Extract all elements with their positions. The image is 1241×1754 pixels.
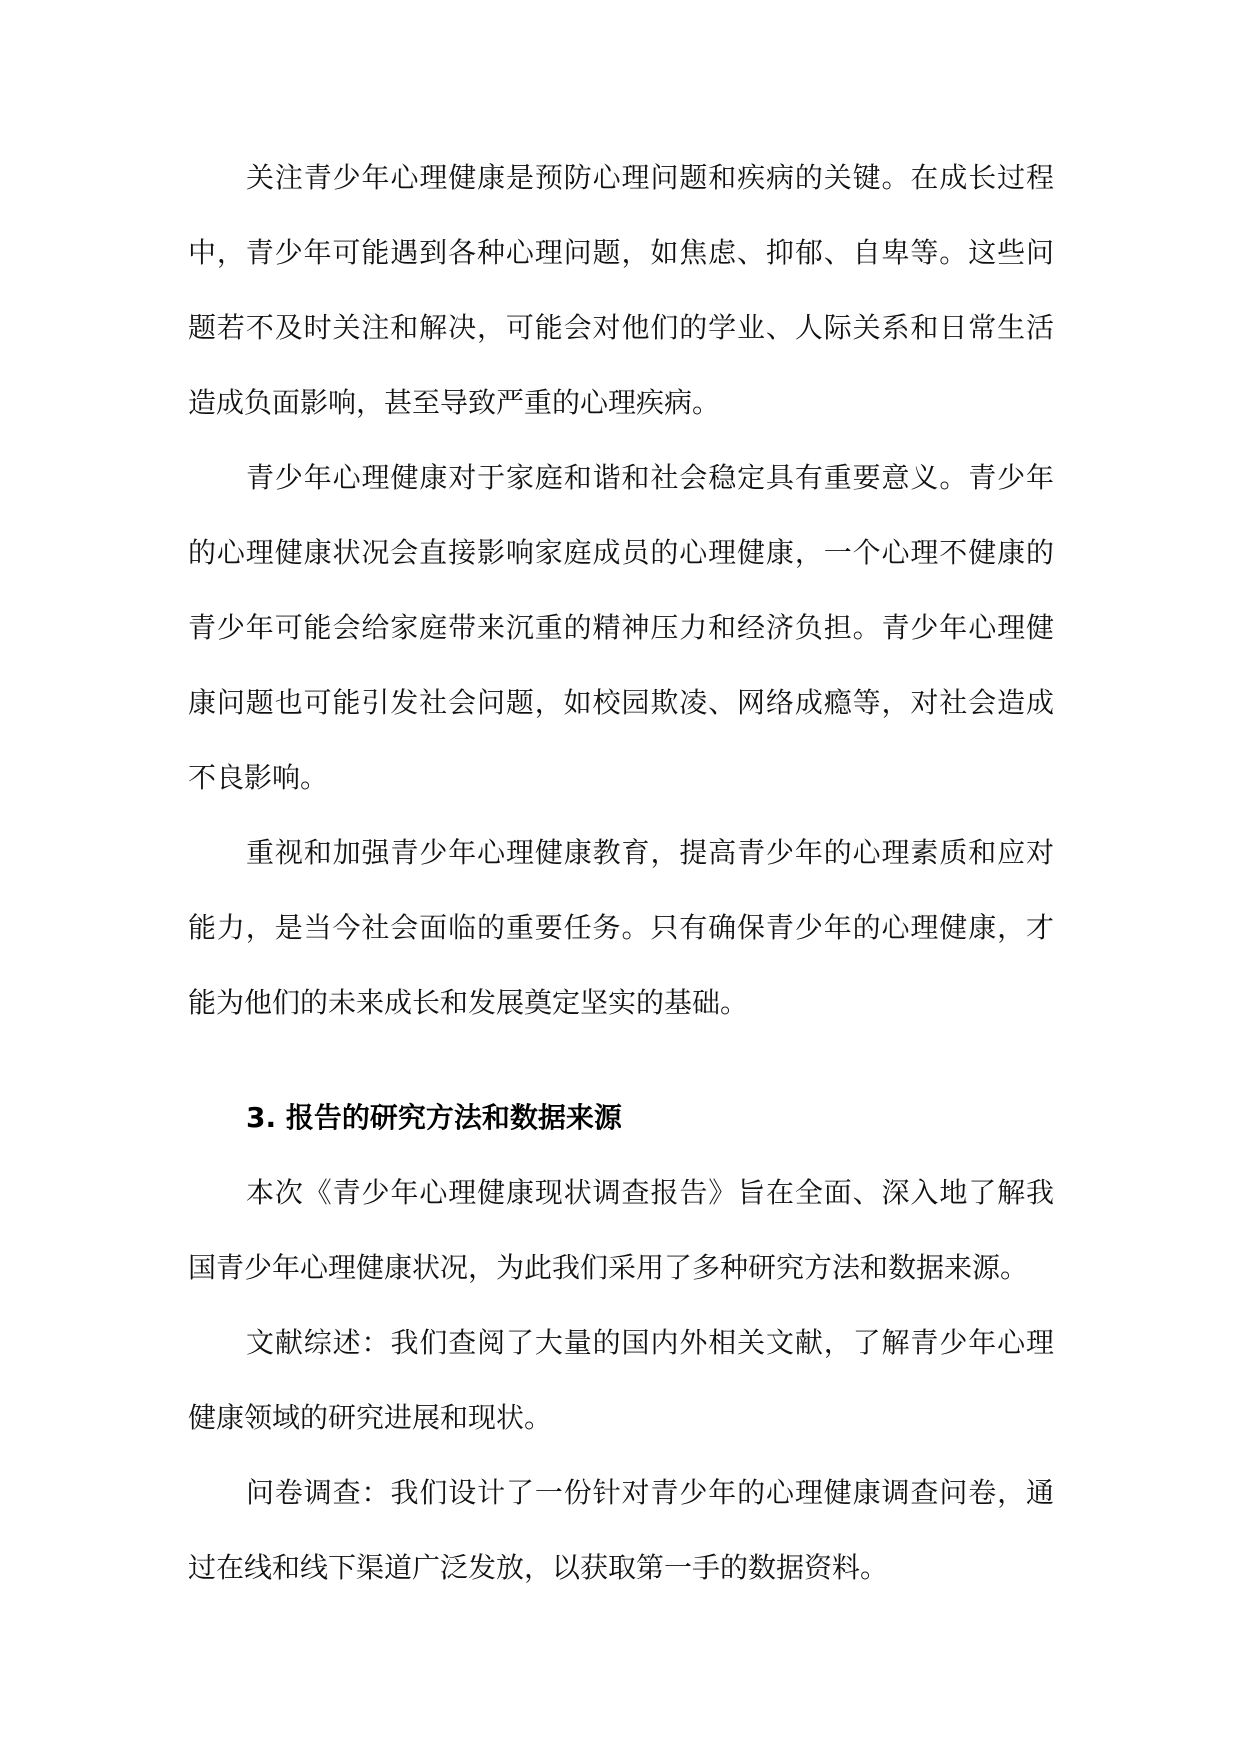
paragraph-family-society: 青少年心理健康对于家庭和谐和社会稳定具有重要意义。青少年的心理健康状况会直接影响家庭成员的心理健康，一个心理不健康的青少年可能会给家庭带来沉重的精神压力和经济负担。青少年心理健康问题也可能引发社会问题，如校园欺凌、网络成瘾等，对社会造成不良影响。 bbox=[188, 461, 1054, 794]
paragraph-prevention: 关注青少年心理健康是预防心理问题和疾病的关键。在成长过程中，青少年可能遇到各种心理问题，如焦虑、抑郁、自卑等。这些问题若不及时关注和解决，可能会对他们的学业、人际关系和日常生活造成负面影响，甚至导致严重的心理疾病。 bbox=[188, 161, 1054, 419]
paragraph-report-intro: 本次《青少年心理健康现状调查报告》旨在全面、深入地了解我国青少年心理健康状况，为此我们采用了多种研究方法和数据来源。 bbox=[188, 1176, 1054, 1284]
section-spacer bbox=[188, 1040, 1054, 1080]
document-body bbox=[188, 140, 1054, 1605]
paragraph-literature-review: 文献综述：我们查阅了大量的国内外相关文献，了解青少年心理健康领域的研究进展和现状。 bbox=[188, 1326, 1054, 1434]
paragraph-education: 重视和加强青少年心理健康教育，提高青少年的心理素质和应对能力，是当今社会面临的重要任务。只有确保青少年的心理健康，才能为他们的未来成长和发展奠定坚实的基础。 bbox=[188, 836, 1054, 1019]
section-heading: 3. 报告的研究方法和数据来源 bbox=[246, 1101, 622, 1134]
paragraph-questionnaire: 问卷调查：我们设计了一份针对青少年的心理健康调查问卷，通过在线和线下渠道广泛发放，以获取第一手的数据资料。 bbox=[188, 1476, 1054, 1584]
